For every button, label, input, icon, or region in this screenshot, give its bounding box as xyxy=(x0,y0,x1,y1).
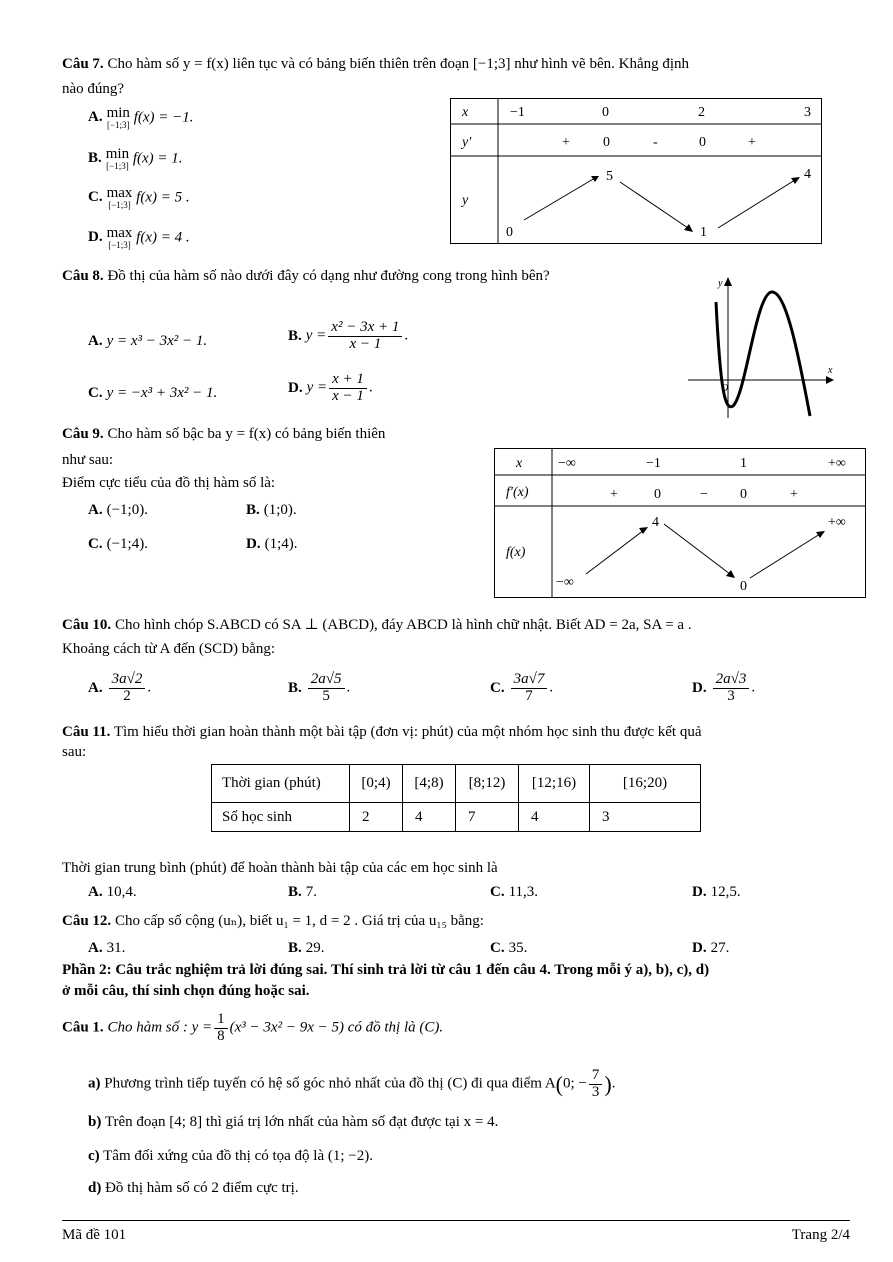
q9-f-label: f(x) xyxy=(506,545,526,560)
cubic-curve xyxy=(716,292,810,416)
q7-arrow-down xyxy=(620,182,688,228)
q11-row1-label: Thời gian (phút) xyxy=(212,765,350,803)
q11-interval: [4;8) xyxy=(403,765,456,803)
q7-yp-label: y′ xyxy=(462,135,472,150)
q9-x-val: −1 xyxy=(646,456,661,471)
q11-interval: [8;12) xyxy=(456,765,519,803)
q12-stem: Câu 12. Cho cấp số cộng (uₙ), biết u₁ = 1, d = 2 . Giá trị của u₁₅ bằng: xyxy=(62,913,484,929)
q9-question: Điểm cực tiểu của đồ thị hàm số là: xyxy=(62,475,276,491)
q10-stem: Câu 10. Cho hình chóp S.ABCD có SA ⊥ (ABCD), đáy ABCD là hình chữ nhật. Biết AD = 2a, SA = a . xyxy=(62,617,692,633)
q7-variation-table xyxy=(450,98,822,244)
q9-f-val: 0 xyxy=(740,579,747,594)
q9-arrow-up xyxy=(750,534,820,578)
q9-option-c[interactable]: C. (−1;4). xyxy=(88,536,148,552)
q7-y-label: y xyxy=(462,193,469,208)
q9-stem: Câu 9. Cho hàm số bậc ba y = f(x) có bảng biến thiên xyxy=(62,426,386,442)
q12-option-c[interactable]: C. 35. xyxy=(490,940,528,956)
p2q1-item-b[interactable]: b) Trên đoạn [4; 8] thì giá trị lớn nhất của hàm số đạt được tại x = 4. xyxy=(88,1114,499,1130)
q9-x-val: −∞ xyxy=(558,456,576,471)
q9-sign: − xyxy=(700,487,708,502)
q9-option-a[interactable]: A. (−1;0). xyxy=(88,502,148,518)
q8-option-a[interactable]: A. y = x³ − 3x² − 1. xyxy=(88,333,208,349)
q7-sign: + xyxy=(748,135,756,150)
q7-sign: 0 xyxy=(603,135,610,150)
q7-x-val: −1 xyxy=(510,105,525,120)
q9-f-val: −∞ xyxy=(556,575,574,590)
q7-option-c[interactable]: C. max [−1;3] f(x) = 5 . xyxy=(88,185,190,210)
q11-interval: [16;20) xyxy=(590,765,701,803)
q11-stem-cont: sau: xyxy=(62,744,87,760)
q7-arrow-up xyxy=(524,178,595,220)
q11-interval: [0;4) xyxy=(350,765,403,803)
q9-fp-label: f′(x) xyxy=(506,485,529,500)
q9-sign: 0 xyxy=(740,487,747,502)
q11-question: Thời gian trung bình (phút) để hoàn thành bài tập của các em học sinh là xyxy=(62,860,498,876)
x-axis-label: x xyxy=(828,365,833,376)
q12-option-d[interactable]: D. 27. xyxy=(692,940,730,956)
footer-page-number: Trang 2/4 xyxy=(791,1227,850,1243)
q7-x-val: 3 xyxy=(804,105,811,120)
q11-stem: Câu 11. Tìm hiểu thời gian hoàn thành một bài tập (đơn vị: phút) của một nhóm học sinh thu được kết quả xyxy=(62,724,702,740)
q9-sign: + xyxy=(790,487,798,502)
q12-option-b[interactable]: B. 29. xyxy=(288,940,325,956)
q7-stem-cont: nào đúng? xyxy=(62,81,125,97)
q7-option-b[interactable]: B. min [−1;3] f(x) = 1. xyxy=(88,146,183,171)
q11-interval: [12;16) xyxy=(519,765,590,803)
footer-exam-code: Mã đề 101 xyxy=(62,1227,127,1243)
q9-stem-cont: như sau: xyxy=(62,452,114,468)
y-axis-label: y xyxy=(718,278,723,289)
part2-heading-cont: ở mỗi câu, thí sinh chọn đúng hoặc sai. xyxy=(62,983,310,999)
q11-count: 4 xyxy=(519,803,590,832)
footer-divider xyxy=(62,1220,850,1221)
q7-y-val: 5 xyxy=(606,169,613,184)
q9-x-val: 1 xyxy=(740,456,747,471)
p2q1-stem: Câu 1. Cho hàm số : y = $\frac{1}{8}$ (x³ − 3x² − 9x − 5) có đồ thị là (C). xyxy=(62,1011,444,1044)
q7-y-val: 4 xyxy=(804,167,811,182)
q8-option-c[interactable]: C. y = −x³ + 3x² − 1. xyxy=(88,385,218,401)
q9-f-val: +∞ xyxy=(828,515,846,530)
q9-x-label: x xyxy=(516,456,523,471)
q8-option-d[interactable]: D. y = $\frac{x + 1}{x - 1}$ . xyxy=(288,371,373,404)
q7-option-d[interactable]: D. max [−1;3] f(x) = 4 . xyxy=(88,225,190,250)
q11-row2-label: Số học sinh xyxy=(212,803,350,832)
q11-count: 3 xyxy=(590,803,701,832)
q7-y-val: 1 xyxy=(700,225,707,240)
q11-option-b[interactable]: B. 7. xyxy=(288,884,318,900)
q9-x-val: +∞ xyxy=(828,456,846,471)
q10-option-d[interactable]: D. $\frac{2a√3}{3}$ . xyxy=(692,671,756,704)
q7-stem: Câu 7. Cho hàm số y = f(x) liên tục và có bảng biến thiên trên đoạn [−1;3] như hình vẽ bên. Khẳng định xyxy=(62,56,690,72)
q9-sign: 0 xyxy=(654,487,661,502)
q9-variation-table xyxy=(494,448,866,598)
q11-option-d[interactable]: D. 12,5. xyxy=(692,884,741,900)
q7-sign: + xyxy=(562,135,570,150)
q7-option-a[interactable]: A. min [−1;3] f(x) = −1. xyxy=(88,105,194,130)
q7-x-val: 2 xyxy=(698,105,705,120)
q11-count: 7 xyxy=(456,803,519,832)
q9-sign: + xyxy=(610,487,618,502)
q9-arrow-up xyxy=(586,530,644,574)
q9-f-val: 4 xyxy=(652,515,659,530)
q8-option-b[interactable]: B. y = $\frac{\text{x² − 3x + 1}}{x - 1}$ . xyxy=(288,319,409,352)
q7-x-val: 0 xyxy=(602,105,609,120)
q7-x-label: x xyxy=(462,105,469,120)
q11-option-c[interactable]: C. 11,3. xyxy=(490,884,539,900)
p2q1-item-a[interactable]: a) Phương trình tiếp tuyến có hệ số góc nhỏ nhất của đồ thị (C) đi qua điểm A(0; − $\frac{7}{3}$ ). xyxy=(88,1067,616,1100)
q9-option-d[interactable]: D. (1;4). xyxy=(246,536,298,552)
p2q1-item-c[interactable]: c) Tâm đối xứng của đồ thị có tọa độ là (1; −2). xyxy=(88,1148,374,1164)
q11-frequency-table xyxy=(211,764,701,832)
q10-option-a[interactable]: A. $\frac{3a√2}{2}$ . xyxy=(88,671,152,704)
part2-heading: Phần 2: Câu trắc nghiệm trả lời đúng sai. Thí sinh trả lời từ câu 1 đến câu 4. Trong mỗi ý a), b), c), d) xyxy=(62,962,710,978)
q10-option-b[interactable]: B. $\frac{2a√5}{5}$ . xyxy=(288,671,351,704)
q11-count: 2 xyxy=(350,803,403,832)
origin-label: O xyxy=(721,383,729,394)
q11-count: 4 xyxy=(403,803,456,832)
q8-stem: Câu 8. Đồ thị của hàm số nào dưới đây có dạng như đường cong trong hình bên? xyxy=(62,268,550,284)
q10-option-c[interactable]: C. $\frac{3a√7}{7}$ . xyxy=(490,671,554,704)
q9-arrow-down xyxy=(664,524,730,574)
q11-option-a[interactable]: A. 10,4. xyxy=(88,884,137,900)
q10-stem-cont: Khoảng cách từ A đến (SCD) bằng: xyxy=(62,641,276,657)
q7-arrow-up xyxy=(718,180,795,228)
q9-option-b[interactable]: B. (1;0). xyxy=(246,502,297,518)
p2q1-item-d[interactable]: d) Đồ thị hàm số có 2 điểm cực trị. xyxy=(88,1180,299,1196)
q7-sign: - xyxy=(653,135,658,150)
q12-option-a[interactable]: A. 31. xyxy=(88,940,126,956)
q8-cubic-graph xyxy=(688,272,838,420)
q7-sign: 0 xyxy=(699,135,706,150)
q7-y-val: 0 xyxy=(506,225,513,240)
